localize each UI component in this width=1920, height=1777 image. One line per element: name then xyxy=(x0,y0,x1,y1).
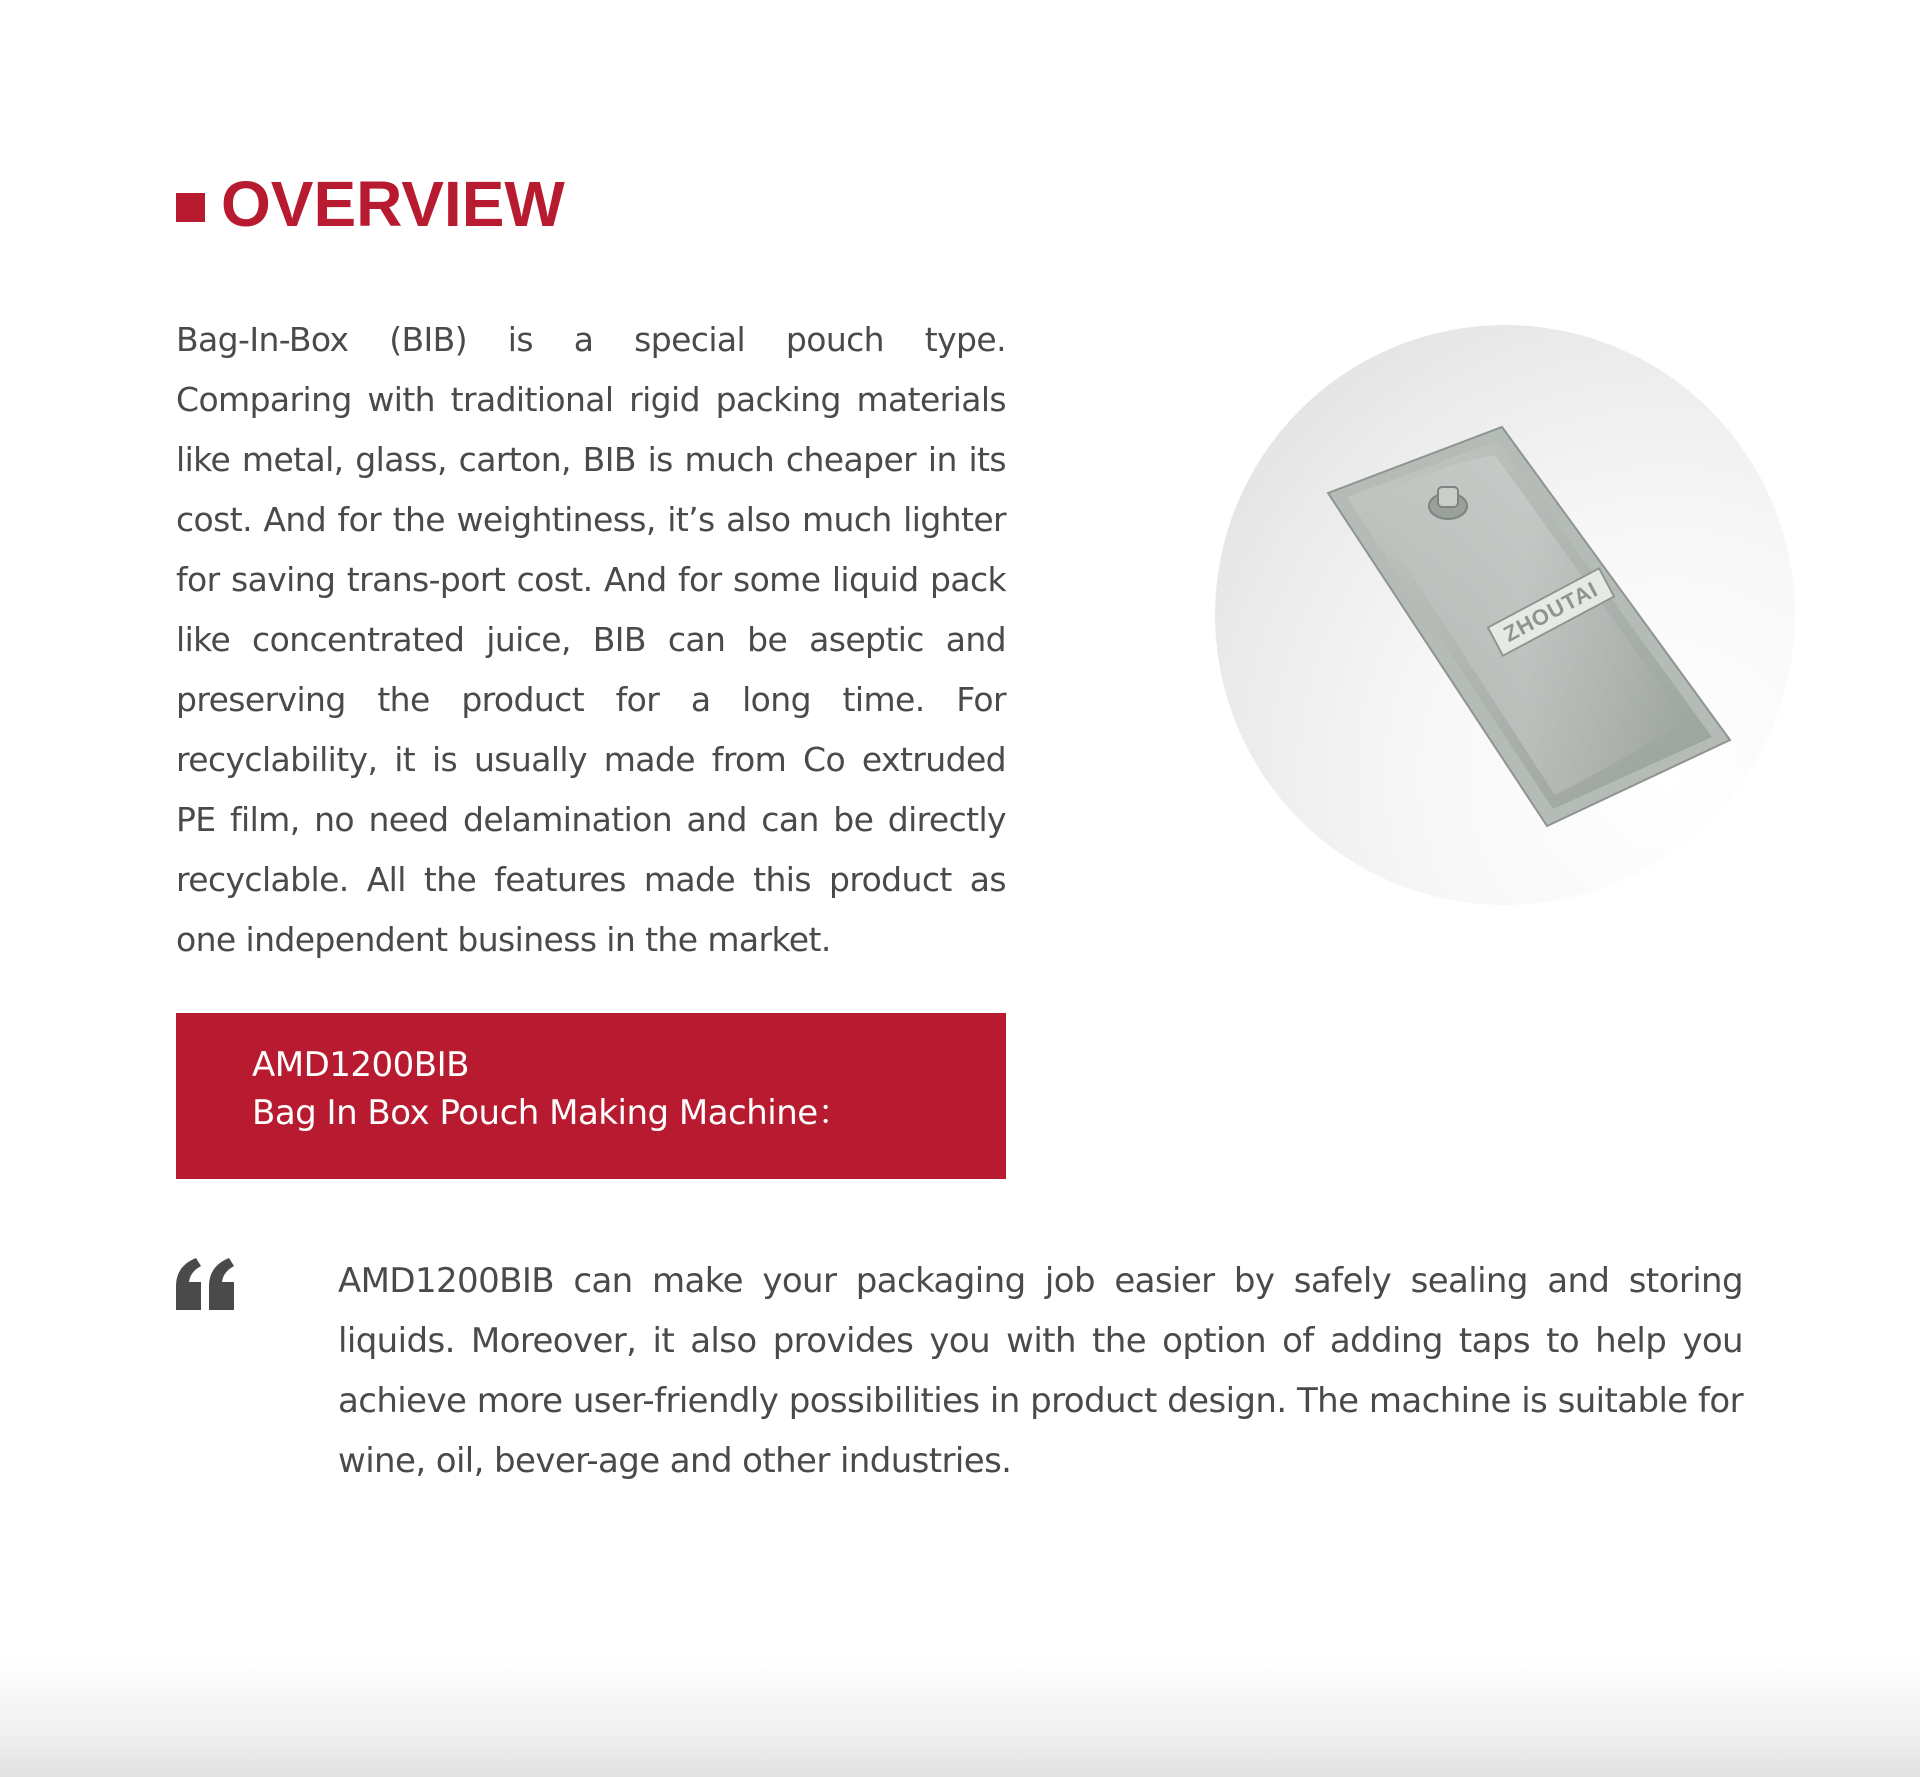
machine-name: Bag In Box Pouch Making Machine： xyxy=(252,1093,852,1133)
quote-paragraph: AMD1200BIB can make your packaging job easier by safely sealing and storing liquids. Moreover, it also provides you with the option of adding taps to help you achieve more user-friendly possibilities in product design. The machine is suitable for wine, oil, bever-age and other industries. xyxy=(338,1261,1743,1481)
quote-open-icon xyxy=(174,1258,236,1310)
title-text: OVERVIEW xyxy=(221,168,565,240)
product-image xyxy=(1215,325,1795,905)
machine-model: AMD1200BIB xyxy=(252,1045,469,1085)
overview-paragraph: Bag-In-Box (BIB) is a special pouch type. Comparing with traditional rigid packing materials like metal, glass, carton, BIB is much cheaper in its cost. And for the weightiness, it’s also much lighter for saving trans-port cost. And for some liquid pack like concentrated juice, BIB can be aseptic and preserving the product for a long time. For recyclability, it is usually made from Co extruded PE film, no need delamination and can be directly recyclable. All the features made this product as one independent business in the market. xyxy=(176,320,1006,959)
brand-label: ZHOUTAI xyxy=(1487,567,1616,657)
bottom-fade xyxy=(0,1657,1920,1777)
section-title xyxy=(176,168,565,240)
title-square-icon xyxy=(176,193,205,222)
machine-banner xyxy=(176,1013,1006,1179)
bag-in-box-pouch-icon xyxy=(1215,325,1795,905)
